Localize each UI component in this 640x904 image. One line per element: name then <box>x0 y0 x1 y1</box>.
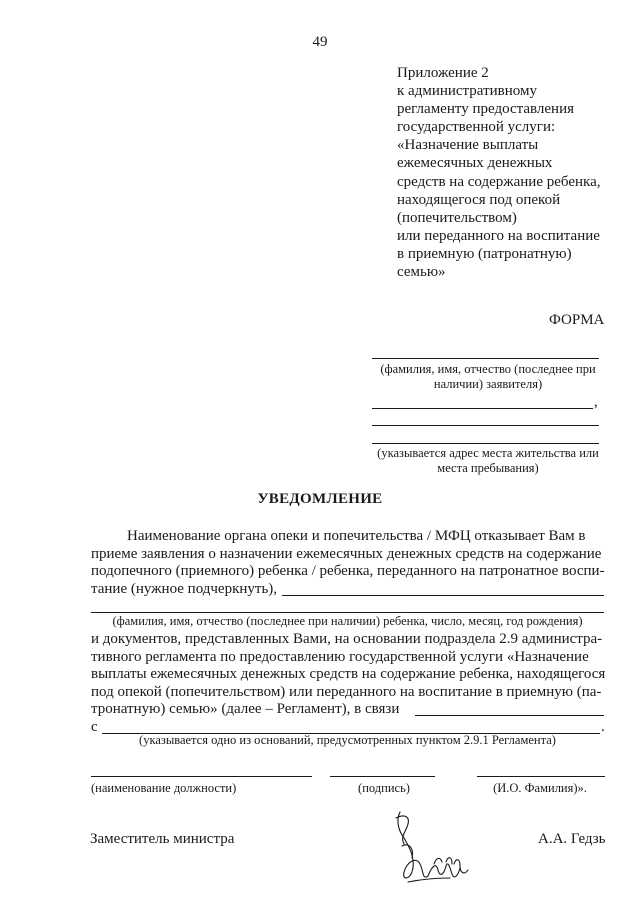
body-text: под опекой (попечительством) или переданного на воспитание в приемную (па- <box>91 683 602 700</box>
applicant-address-field[interactable] <box>372 408 593 409</box>
applicant-address-caption: (указывается адрес места жительства или места пребывания) <box>377 446 599 475</box>
applicant-name-caption: (фамилия, имя, отчество (последнее при наличии) заявителя) <box>380 362 596 391</box>
body-text: приеме заявления о назначении ежемесячных денежных средств на содержание <box>91 545 602 562</box>
appendix-line: Приложение 2 <box>397 65 489 81</box>
body-text: и документов, представленных Вами, на основании подраздела 2.9 администра- <box>91 631 603 647</box>
appendix-line: семью» <box>397 264 446 281</box>
appendix-line: регламенту предоставления <box>397 101 575 118</box>
appendix-line: к административному <box>397 83 537 100</box>
deputy-title: Заместитель министра <box>90 831 235 847</box>
position-caption: (наименование должности) <box>91 781 237 795</box>
applicant-name-field[interactable] <box>372 358 599 359</box>
appendix-line: государственной услуги: <box>397 119 556 136</box>
fio-caption: (И.О. Фамилия)». <box>493 781 587 795</box>
child-name-field-2[interactable] <box>91 612 604 613</box>
child-name-field[interactable] <box>282 595 604 596</box>
appendix-line: ежемесячных денежных <box>397 155 553 172</box>
position-field[interactable] <box>91 776 312 777</box>
appendix-line: средств на содержание ребенка, <box>397 173 601 190</box>
appendix-block <box>397 64 600 281</box>
document-title: УВЕДОМЛЕНИЕ <box>257 491 383 507</box>
address-comma: , <box>594 394 598 410</box>
signature-field[interactable] <box>330 776 435 777</box>
appendix-line: или переданного на воспитание <box>397 227 600 244</box>
page-number: 49 <box>312 34 328 50</box>
form-label: ФОРМА <box>549 312 605 328</box>
applicant-address-field-3[interactable] <box>372 443 599 444</box>
body-text: с <box>91 719 98 735</box>
sign-caption: (подпись) <box>358 781 410 795</box>
appendix-line: (попечительством) <box>397 209 517 226</box>
child-caption: (фамилия, имя, отчество (последнее при наличии) ребенка, число, месяц, год рождения) <box>112 614 583 628</box>
body-text: тание (нужное подчеркнуть), <box>91 580 278 597</box>
appendix-line: находящегося под опекой <box>397 191 561 208</box>
body-text: тивного регламента по предоставлению государственной услуги «Назначение <box>91 648 589 665</box>
body-text: Наименование органа опеки и попечительства / МФЦ отказывает Вам в <box>127 528 586 544</box>
name-field[interactable] <box>477 776 605 777</box>
applicant-address-field-2[interactable] <box>372 425 599 426</box>
body-text: тронатную) семью» (далее – Регламент), в связи <box>91 701 400 718</box>
deputy-name: А.А. Гедзь <box>538 831 606 847</box>
reason-end-period: . <box>601 719 605 735</box>
body-text: подопечного (приемного) ребенка / ребенка, переданного на патронатное воспи- <box>91 563 605 580</box>
reason-caption: (указывается одно из оснований, предусмотренных пунктом 2.9.1 Регламента) <box>139 733 556 747</box>
reason-field[interactable] <box>415 715 604 716</box>
body-text: выплаты ежемесячных денежных средств на содержание ребенка, находящегося <box>91 666 606 683</box>
handwritten-signature <box>390 806 470 888</box>
appendix-line: в приемную (патронатную) <box>397 245 572 262</box>
appendix-line: «Назначение выплаты <box>397 137 539 154</box>
